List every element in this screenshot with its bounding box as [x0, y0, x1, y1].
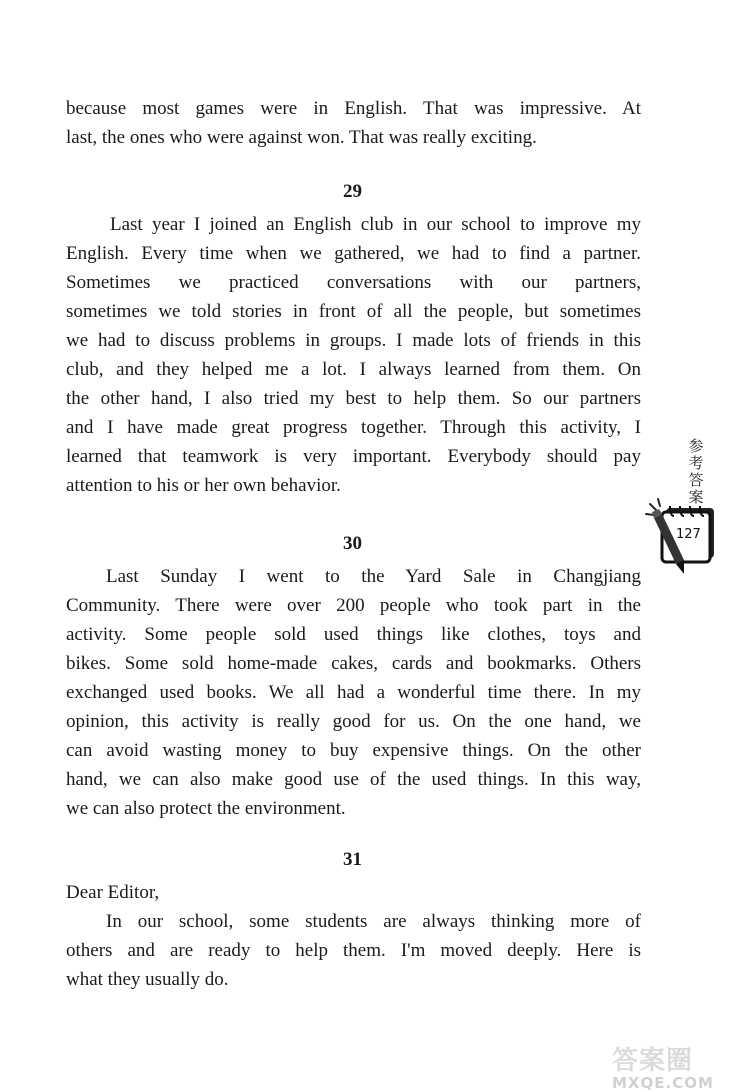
- text-line: sometimes we told stories in front of all the people, but sometimes: [66, 301, 641, 322]
- text-line: the other hand, I also tried my best to help them. So our partners: [66, 388, 641, 409]
- text-line: bikes. Some sold home-made cakes, cards and bookmarks. Others: [66, 653, 641, 674]
- section-31-paragraph: [66, 878, 641, 994]
- side-label-char: 答: [688, 471, 704, 489]
- text-line: Last Sunday I went to the Yard Sale in Changjiang: [106, 566, 641, 587]
- section-30-paragraph: [66, 562, 641, 823]
- text-line: we can also protect the environment.: [66, 798, 346, 819]
- side-label-char: 案: [688, 488, 704, 506]
- text-line: club, and they helped me a lot. I always learned from them. On: [66, 359, 641, 380]
- section-number-29: 29: [343, 181, 362, 202]
- text-line: what they usually do.: [66, 969, 229, 990]
- text-line: opinion, this activity is really good for us. On the one hand, we: [66, 711, 641, 732]
- text-line: attention to his or her own behavior.: [66, 475, 341, 496]
- text-line: because most games were in English. That was impressive. At: [66, 98, 641, 119]
- section-29-paragraph: [66, 210, 641, 500]
- text-line: and I have made great progress together. Through this activity, I: [66, 417, 641, 438]
- text-line: activity. Some people sold used things like clothes, toys and: [66, 624, 641, 645]
- side-label-char: 参: [688, 437, 704, 455]
- site-watermark: [612, 1040, 714, 1092]
- text-line: In our school, some students are always thinking more of: [106, 911, 641, 932]
- text-line: Last year I joined an English club in our school to improve my: [110, 214, 641, 235]
- side-label-char: 考: [688, 454, 704, 472]
- text-line: last, the ones who were against won. That was really exciting.: [66, 127, 537, 148]
- text-line: we had to discuss problems in groups. I made lots of friends in this: [66, 330, 641, 351]
- text-line: Community. There were over 200 people who took part in the: [66, 595, 641, 616]
- text-line: English. Every time when we gathered, we had to find a partner.: [66, 243, 641, 264]
- page-number: 127: [676, 527, 701, 542]
- watermark-url: MXQE.COM: [612, 1074, 714, 1092]
- text-line: can avoid wasting money to buy expensive things. On the other: [66, 740, 641, 761]
- section-number-30: 30: [343, 533, 362, 554]
- watermark-logo-text: 答案圈: [612, 1046, 694, 1076]
- top-paragraph: [66, 94, 641, 152]
- text-line: Sometimes we practiced conversations with our partners,: [66, 272, 641, 293]
- letter-salutation: Dear Editor,: [66, 882, 160, 903]
- text-line: learned that teamwork is very important. Everybody should pay: [66, 446, 641, 467]
- text-line: others and are ready to help them. I'm moved deeply. Here is: [66, 940, 641, 961]
- text-line: exchanged used books. We all had a wonderful time there. In my: [66, 682, 641, 703]
- text-line: hand, we can also make good use of the used things. In this way,: [66, 769, 641, 790]
- section-number-31: 31: [343, 849, 362, 870]
